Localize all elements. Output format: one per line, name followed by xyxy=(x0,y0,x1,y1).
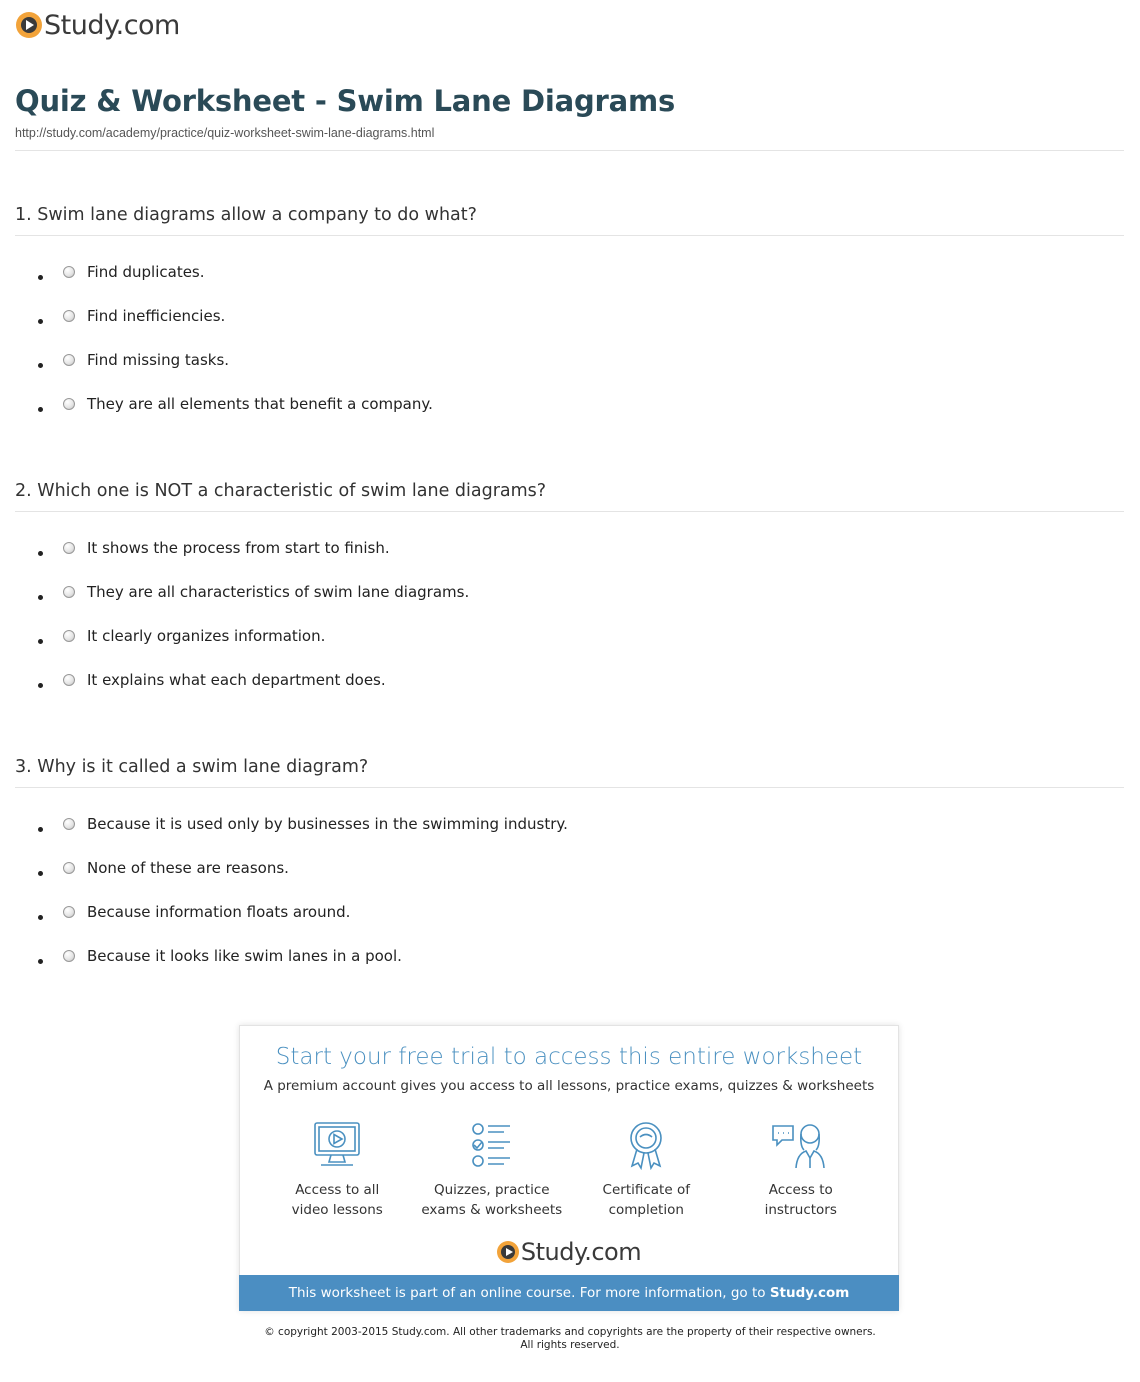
answer-label: It clearly organizes information. xyxy=(87,627,326,645)
question-divider xyxy=(15,787,1124,788)
bullet-icon xyxy=(38,639,43,644)
question-2 xyxy=(15,477,1124,712)
question-1 xyxy=(15,201,1124,436)
bullet-icon xyxy=(38,827,43,832)
play-logo-icon xyxy=(16,12,42,38)
bullet-icon xyxy=(38,871,43,876)
bullet-icon xyxy=(38,363,43,368)
rights-line: All rights reserved. xyxy=(520,1339,620,1351)
page-title: Quiz & Worksheet - Swim Lane Diagrams xyxy=(15,84,676,118)
answer-option[interactable] xyxy=(15,536,1124,580)
bullet-icon xyxy=(38,551,43,556)
promo-subtitle: A premium account gives you access to all lessons, practice exams, quizzes & worksheets xyxy=(263,1078,875,1094)
question-text: 2. Which one is NOT a characteristic of swim lane diagrams? xyxy=(15,481,547,501)
answer-option[interactable] xyxy=(15,580,1124,624)
feature-label: Quizzes, practice exams & worksheets xyxy=(421,1182,563,1218)
question-text: 1. Swim lane diagrams allow a company to do what? xyxy=(15,205,477,225)
answer-option[interactable] xyxy=(15,304,1124,348)
page-url[interactable]: http://study.com/academy/practice/quiz-worksheet-swim-lane-diagrams.html xyxy=(15,126,435,140)
study-link[interactable]: Study.com xyxy=(769,1285,850,1301)
answer-label: Find missing tasks. xyxy=(87,351,230,369)
radio-button[interactable] xyxy=(63,354,75,366)
radio-button[interactable] xyxy=(63,398,75,410)
bullet-icon xyxy=(38,319,43,324)
answer-option[interactable] xyxy=(15,944,1124,988)
course-info-bar[interactable] xyxy=(239,1275,899,1311)
question-divider xyxy=(15,235,1124,236)
feature-certificate xyxy=(569,1120,724,1220)
answer-option[interactable] xyxy=(15,392,1124,436)
answer-options xyxy=(15,536,1124,712)
feature-label: Access to all video lessons xyxy=(291,1182,383,1218)
certificate-icon xyxy=(620,1120,672,1170)
feature-label: Certificate of completion xyxy=(602,1182,690,1218)
video-lesson-icon xyxy=(311,1120,363,1170)
answer-option[interactable] xyxy=(15,624,1124,668)
bullet-icon xyxy=(38,683,43,688)
radio-button[interactable] xyxy=(63,906,75,918)
logo-text: Study.com xyxy=(44,9,180,41)
header-divider xyxy=(15,150,1124,151)
promo-title[interactable]: Start your free trial to access this entire worksheet xyxy=(275,1044,863,1070)
answer-label: They are all characteristics of swim lane diagrams. xyxy=(87,583,470,601)
answer-label: Find duplicates. xyxy=(87,263,205,281)
feature-video-lessons xyxy=(260,1120,415,1220)
bullet-icon xyxy=(38,595,43,600)
copyright-line: © copyright 2003-2015 Study.com. All other trademarks and copyrights are the property of their respective owners. xyxy=(264,1326,876,1338)
promo-study-logo[interactable] xyxy=(240,1238,898,1266)
bullet-icon xyxy=(38,275,43,280)
feature-quizzes xyxy=(415,1120,570,1220)
feature-instructors xyxy=(724,1120,879,1220)
logo-text: Study.com xyxy=(520,1238,642,1266)
answer-label: They are all elements that benefit a company. xyxy=(87,395,433,413)
radio-button[interactable] xyxy=(63,586,75,598)
bullet-icon xyxy=(38,915,43,920)
play-logo-icon xyxy=(497,1241,519,1263)
radio-button[interactable] xyxy=(63,862,75,874)
answer-label: None of these are reasons. xyxy=(87,859,289,877)
radio-button[interactable] xyxy=(63,950,75,962)
feature-list xyxy=(260,1120,878,1220)
copyright-footer xyxy=(0,1326,1140,1352)
answer-label: Because information floats around. xyxy=(87,903,351,921)
radio-button[interactable] xyxy=(63,266,75,278)
radio-button[interactable] xyxy=(63,630,75,642)
answer-label: Because it looks like swim lanes in a pool. xyxy=(87,947,402,965)
answer-option[interactable] xyxy=(15,348,1124,392)
instructor-icon xyxy=(770,1120,832,1170)
answer-option[interactable] xyxy=(15,260,1124,304)
answer-label: It shows the process from start to finish. xyxy=(87,539,390,557)
radio-button[interactable] xyxy=(63,818,75,830)
answer-option[interactable] xyxy=(15,900,1124,944)
bullet-icon xyxy=(38,407,43,412)
radio-button[interactable] xyxy=(63,542,75,554)
bullet-icon xyxy=(38,959,43,964)
free-trial-promo[interactable] xyxy=(239,1025,899,1311)
radio-button[interactable] xyxy=(63,310,75,322)
course-info-text: This worksheet is part of an online course. For more information, go to xyxy=(288,1285,770,1301)
quiz-list-icon xyxy=(466,1120,518,1170)
answer-option[interactable] xyxy=(15,668,1124,712)
answer-label: Because it is used only by businesses in the swimming industry. xyxy=(87,815,568,833)
feature-label: Access to instructors xyxy=(764,1182,837,1218)
answer-label: Find inefficiencies. xyxy=(87,307,226,325)
answer-options xyxy=(15,812,1124,988)
question-divider xyxy=(15,511,1124,512)
question-text: 3. Why is it called a swim lane diagram? xyxy=(15,757,369,777)
answer-options xyxy=(15,260,1124,436)
answer-option[interactable] xyxy=(15,856,1124,900)
study-logo[interactable] xyxy=(16,8,180,42)
radio-button[interactable] xyxy=(63,674,75,686)
question-3 xyxy=(15,753,1124,988)
answer-label: It explains what each department does. xyxy=(87,671,386,689)
answer-option[interactable] xyxy=(15,812,1124,856)
